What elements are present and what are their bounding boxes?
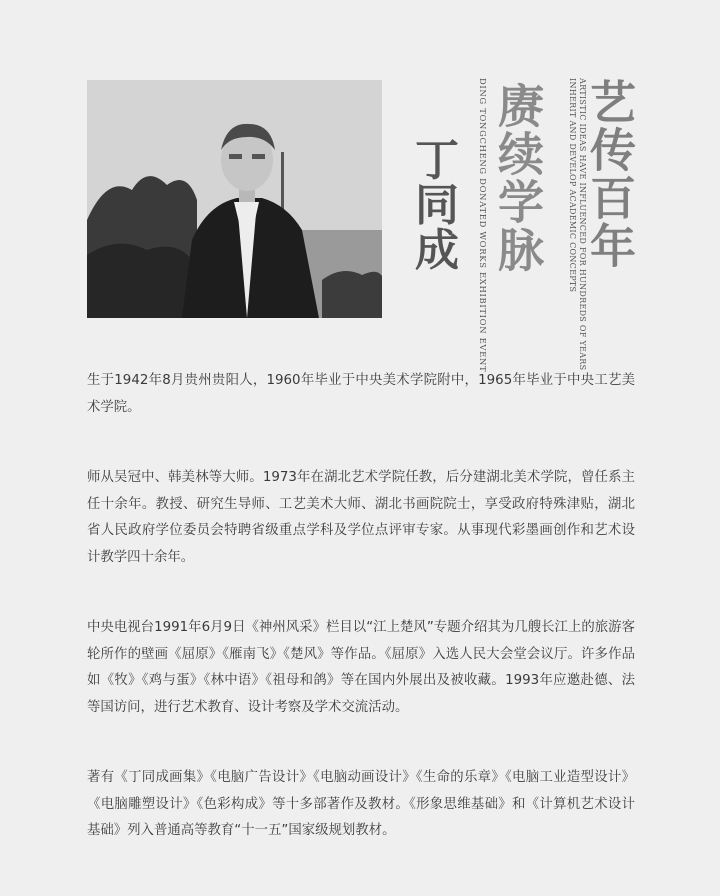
title-right-column: 艺传百年 — [583, 78, 637, 270]
bio-paragraph-1: 生于1942年8月贵州贵阳人，1960年毕业于中央美术学院附中，1965年毕业于中央工艺美术学院。 — [87, 373, 635, 415]
bio-paragraph-3: 中央电视台1991年6月9日《神州风采》栏目以“江上楚风”专题介绍其为几艘长江上的旅游客轮所作的壁画《屈原》《雁南飞》《楚风》等作品。《屈原》入选人民大会堂会议厅。许多作品如《牧》《鸡与蛋》《林中语》《祖母和鸽》等在国内外展出及被收藏。1993年应邀赴德、法等国访问，进行艺术教育、设计考察及学术交流活动。 — [87, 620, 635, 715]
person-name: 丁同成 — [415, 135, 459, 276]
english-subtitle-outer: DING TONGCHENG DONATED WORKS EXHIBITION EVENT — [478, 78, 488, 373]
biography-text — [87, 368, 635, 889]
title-left-column: 赓续学脉 — [491, 82, 545, 274]
bio-paragraph-4: 著有《丁同成画集》《电脑广告设计》《电脑动画设计》《生命的乐章》《电脑工业造型设计》《电脑雕塑设计》《色彩构成》等十多部著作及教材。《形象思维基础》和《计算机艺术设计基础》列入普通高等教育“十一五”国家级规划教材。 — [87, 770, 635, 838]
english-subtitle-inner-1: INHERIT AND DEVELOP ACADEMIC CONCEPTS — [568, 78, 577, 293]
portrait-illustration — [87, 80, 382, 318]
bio-paragraph-2: 师从吴冠中、韩美林等大师。1973年在湖北艺术学院任教，后分建湖北美术学院，曾任系主任十余年。教授、研究生导师、工艺美术大师、湖北书画院院士，享受政府特殊津贴，湖北省人民政府学位委员会特聘省级重点学科及学位点评审专家。从事现代彩墨画创作和艺术设计教学四十余年。 — [87, 470, 635, 565]
english-subtitle-inner-2: ARTISTIC IDEAS HAVE INFLUENCED FOR HUNDREDS OF YEARS — [578, 78, 587, 371]
portrait-photo — [87, 80, 382, 318]
